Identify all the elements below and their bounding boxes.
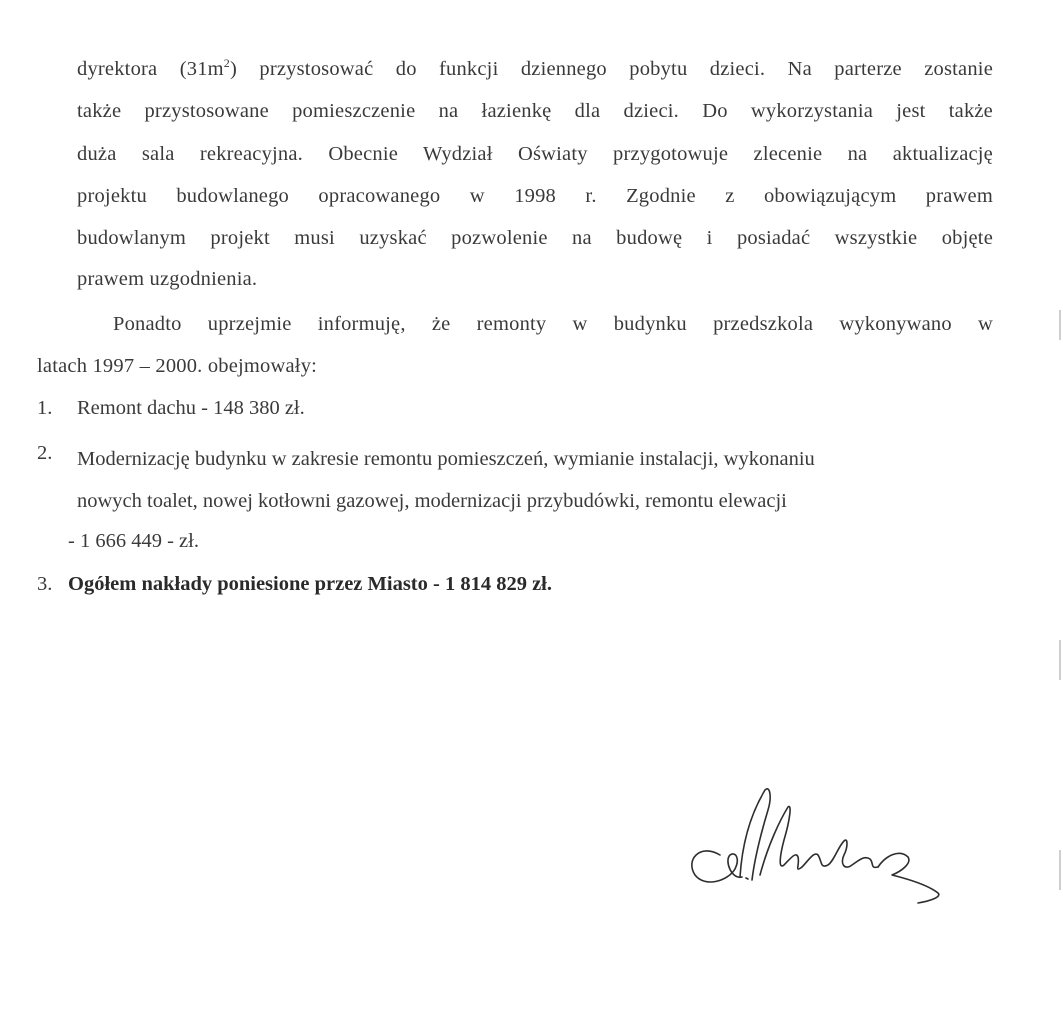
list-item-1-text: Remont dachu - 148 380 zł. (77, 397, 305, 419)
paragraph-1-line-1-text-a: dyrektora (31m (77, 58, 224, 80)
paragraph-1-line-5: budowlanym projekt musi uzyskać pozwolenie na budowę i posiadać wszystkie objęte (77, 227, 993, 249)
list-item-2-number: 2. (37, 442, 53, 464)
paragraph-1-line-4: projektu budowlanego opracowanego w 1998 r. Zgodnie z obowiązującym prawem (77, 185, 993, 207)
scan-edge-mark (1059, 310, 1061, 340)
list-item-3-text: Ogółem nakłady poniesione przez Miasto - 1 814 829 zł. (68, 573, 553, 595)
paragraph-1-line-1-text-b: ) przystosować do funkcji dziennego pobytu dzieci. Na parterze zostanie (230, 58, 993, 80)
scan-edge-mark (1059, 850, 1061, 890)
paragraph-1-line-2: także przystosowane pomieszczenie na łazienkę dla dzieci. Do wykorzystania jest także (77, 100, 993, 122)
list-item-3-number: 3. (37, 573, 53, 595)
paragraph-2-line-2: latach 1997 – 2000. obejmowały: (37, 355, 318, 377)
paragraph-1-line-3: duża sala rekreacyjna. Obecnie Wydział Oświaty przygotowuje zlecenie na aktualizację (77, 143, 993, 165)
list-item-2-text-line-2: nowych toalet, nowej kotłowni gazowej, modernizacji przybudówki, remontu elewacji (77, 490, 787, 512)
paragraph-2-line-1: Ponadto uprzejmie informuję, że remonty w budynku przedszkola wykonywano w (113, 313, 993, 335)
paragraph-1-line-6: prawem uzgodnienia. (77, 268, 258, 290)
list-item-2-text-line-1: Modernizację budynku w zakresie remontu pomieszczeń, wymianie instalacji, wykonaniu (77, 448, 815, 470)
paragraph-1-line-1 (77, 58, 993, 81)
scan-edge-mark (1059, 640, 1061, 680)
handwritten-signature-icon (680, 785, 960, 920)
superscript-2: 2 (223, 56, 230, 71)
list-item-2-text-line-3: - 1 666 449 - zł. (68, 530, 199, 552)
list-item-1-number: 1. (37, 397, 53, 419)
